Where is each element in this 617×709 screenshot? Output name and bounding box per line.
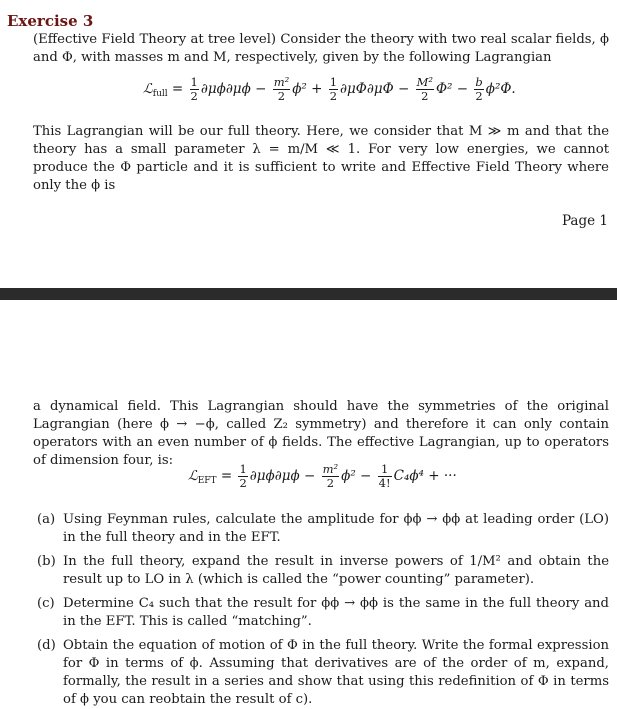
fraction-M2-half: $\frac{\text{M²}}{2}$ (416, 75, 433, 103)
term-kinetic-phi: ∂μϕ∂μϕ − (200, 81, 267, 97)
question-item (37, 553, 609, 589)
term-interaction: ϕ²Φ. (485, 81, 516, 97)
page-number: Page 1 (561, 213, 608, 229)
item-text: Obtain the equation of motion of Φ in the full theory. Write the formal expression for Φ in terms of ϕ. Assuming that derivatives are of the order of m, expand, formally, the result in a series and show that using this redefinition of Φ in terms of ϕ you can reobtain the result of c). (63, 638, 609, 707)
body-paragraph-1: This Lagrangian will be our full theory. Here, we consider that M ≫ m and that the theory has a small parameter λ = m/M ≪ 1. For very low energies, we cannot produce the Φ particle and it is sufficient to write and Effective Field Theory where only the ϕ is (33, 124, 609, 193)
question-item (37, 637, 609, 709)
term-mass-phi: ϕ² + (292, 81, 323, 97)
fraction-half-2: $\frac{1}{2}$ (329, 75, 338, 103)
item-text: In the full theory, expand the result in inverse powers of 1/M² and obtain the result up to LO in λ (which is called the “power counting” parameter). (63, 554, 609, 587)
fraction-half: $\frac{1}{2}$ (190, 75, 198, 103)
item-text: Using Feynman rules, calculate the amplitude for ϕϕ → ϕϕ at leading order (LO) in the full theory and in the EFT. (63, 512, 609, 545)
term-kinetic-Phi: ∂μΦ∂μΦ − (340, 81, 410, 97)
item-label: (c) (37, 596, 55, 611)
question-item (37, 511, 609, 547)
fraction-m2-half: $\frac{\text{m²}}{2}$ (322, 462, 339, 490)
fraction-b-half: $\frac{b}{2}$ (475, 75, 483, 103)
lagrangian-subscript: full (152, 89, 168, 99)
eft-lagrangian-equation: ℒ$_{EFT}$ = $\frac{1}{2}$ ∂μϕ∂μϕ − $\frac{\text{m²}}{2}$ ϕ² − $\frac{1}{4!}$ C₄ϕ⁴ + ··· (188, 462, 457, 490)
lagrangian-symbol: ℒ (188, 468, 198, 484)
item-label: (d) (37, 638, 56, 653)
full-lagrangian-equation: ℒ$_{full}$ = $\frac{1}{2}$ ∂μϕ∂μϕ − $\frac{\text{m²}}{2}$ ϕ² + $\frac{1}{2}$ ∂μΦ∂μΦ − $\frac{\text{M²}}{2}$ Φ² − $\frac{b}{2}$ ϕ²Φ. (143, 75, 516, 103)
term-mass-phi: ϕ² − (341, 468, 372, 484)
fraction-m2-half: $\frac{\text{m²}}{2}$ (273, 75, 290, 103)
term-mass-Phi: Φ² − (435, 81, 469, 97)
page-1 (0, 0, 617, 288)
page-divider (0, 288, 617, 300)
fraction-half: $\frac{1}{2}$ (239, 462, 247, 490)
page-2 (0, 300, 617, 708)
term-kinetic-phi: ∂μϕ∂μϕ − (249, 468, 316, 484)
exercise-heading: Exercise 3 (7, 12, 94, 30)
lagrangian-symbol: ℒ (143, 81, 153, 97)
lagrangian-subscript: EFT (197, 476, 217, 486)
item-label: (b) (37, 554, 56, 569)
item-label: (a) (37, 512, 56, 527)
term-contact: C₄ϕ⁴ + ··· (393, 468, 457, 484)
item-text: Determine C₄ such that the result for ϕϕ → ϕϕ is the same in the full theory and in the EFT. This is called “matching”. (63, 596, 609, 629)
body-paragraph-2: a dynamical field. This Lagrangian should have the symmetries of the original Lagrangian (here ϕ → −ϕ, called Z₂ symmetry) and therefore it can only contain operators with an even number of ϕ fields. The effective Lagrangian, up to operators of dimension four, is: (33, 399, 609, 468)
fraction-one-over-4fact: $\frac{1}{4!}$ (378, 462, 391, 490)
question-item (37, 595, 609, 631)
intro-paragraph: (Effective Field Theory at tree level) Consider the theory with two real scalar fields, ϕ and Φ, with masses m and M, respectively, given by the following Lagrangian (33, 32, 609, 65)
